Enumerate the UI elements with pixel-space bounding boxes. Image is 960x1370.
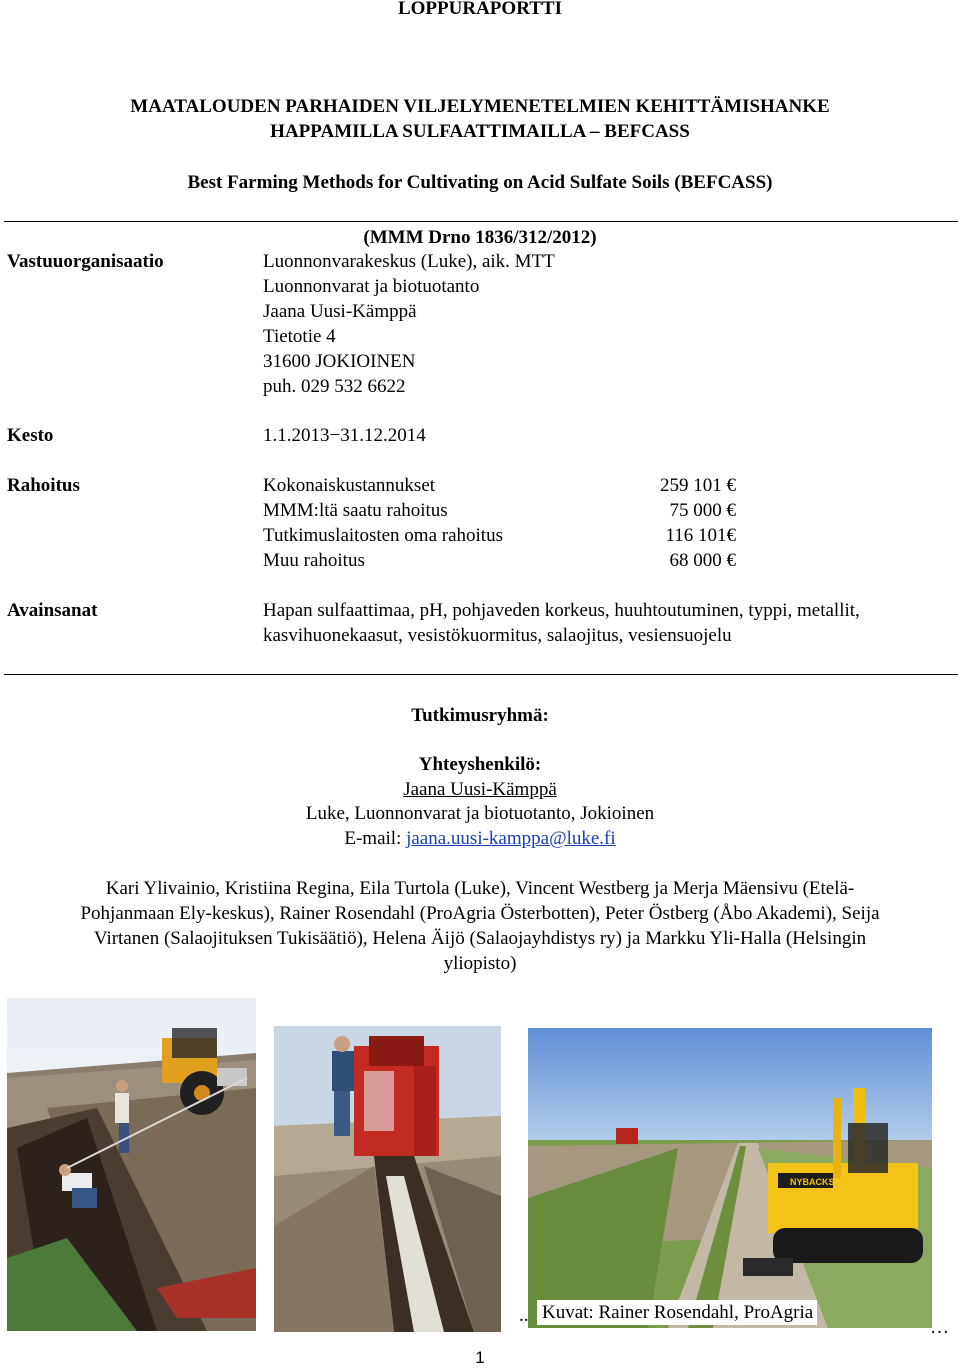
keywords-line: kasvihuonekaasut, vesistökuormitus, salaojitus, vesiensuojelu: [263, 625, 732, 646]
caption-prefix: ..: [519, 1305, 529, 1326]
funding-item-name: Kokonaiskustannukset: [263, 475, 436, 496]
contact-affiliation: Luke, Luonnonvarat ja biotuotanto, Jokioinen: [305, 803, 655, 824]
contact-heading: Yhteyshenkilö:: [418, 754, 542, 775]
excavator-sign: NYBACKS GRÄV: [790, 1177, 864, 1187]
members-line: yliopisto): [443, 953, 517, 974]
top-divider: [4, 221, 958, 222]
bottom-divider: [4, 674, 958, 675]
organisation-line: Luonnonvarakeskus (Luke), aik. MTT: [263, 251, 555, 272]
project-title-line1: MAATALOUDEN PARHAIDEN VILJELYMENETELMIEN KEHITTÄMISHANKE: [130, 96, 830, 117]
organisation-line: Luonnonvarat ja biotuotanto: [263, 276, 480, 297]
photo-drainage-machine: [274, 1026, 501, 1332]
members-line: Pohjanmaan Ely-keskus), Rainer Rosendahl (ProAgria Österbotten), Peter Östberg (Åbo Akademi), Seija: [80, 903, 880, 924]
keywords-line: Hapan sulfaattimaa, pH, pohjaveden korkeus, huuhtoutuminen, typpi, metallit,: [263, 600, 860, 621]
organisation-line: 31600 JOKIOINEN: [263, 351, 416, 372]
funding-item-name: MMM:ltä saatu rahoitus: [263, 500, 448, 521]
funding-item-amount: 75 000 €: [669, 500, 736, 521]
contact-email-line: [0, 826, 960, 851]
funding-label: Rahoitus: [7, 475, 80, 496]
email-link[interactable]: jaana.uusi-kamppa@luke.fi: [406, 828, 616, 849]
photo-trench-workers: [7, 998, 256, 1331]
research-group-heading: Tutkimusryhmä:: [411, 705, 549, 726]
organisation-label: Vastuuorganisaatio: [7, 251, 164, 272]
duration-value: 1.1.2013−31.12.2014: [263, 425, 426, 446]
funding-item-amount: 68 000 €: [669, 550, 736, 571]
photo-caption: Kuvat: Rainer Rosendahl, ProAgria: [537, 1300, 817, 1325]
organisation-line: puh. 029 532 6622: [263, 376, 406, 397]
page-number: 1: [475, 1348, 485, 1367]
report-title: LOPPURAPORTTI: [397, 0, 562, 19]
funding-item-amount: 259 101 €: [660, 475, 736, 496]
contact-name: Jaana Uusi-Kämppä: [403, 779, 557, 800]
members-line: Virtanen (Salaojituksen Tukisäätiö), Helena Äijö (Salaojayhdistys ry) ja Markku Yli-Halla (Helsingin: [93, 928, 867, 949]
project-title-line2: HAPPAMILLA SULFAATTIMAILLA – BEFCASS: [270, 121, 690, 142]
funding-item-name: Muu rahoitus: [263, 550, 365, 571]
email-label: E-mail:: [344, 828, 407, 849]
funding-item-name: Tutkimuslaitosten oma rahoitus: [263, 525, 503, 546]
members-line: Kari Ylivainio, Kristiina Regina, Eila Turtola (Luke), Vincent Westberg ja Merja Mäensivu (Etelä-: [105, 878, 855, 899]
project-title-english: Best Farming Methods for Cultivating on Acid Sulfate Soils (BEFCASS): [187, 172, 773, 193]
photo-excavator-field: [528, 1028, 932, 1328]
organisation-line: Jaana Uusi-Kämppä: [263, 301, 417, 322]
reference-number: (MMM Drno 1836/312/2012): [363, 227, 597, 248]
duration-label: Kesto: [7, 425, 54, 446]
organisation-line: Tietotie 4: [263, 326, 336, 347]
funding-item-amount: 116 101€: [665, 525, 736, 546]
keywords-label: Avainsanat: [7, 600, 98, 621]
caption-suffix: …: [930, 1317, 949, 1338]
